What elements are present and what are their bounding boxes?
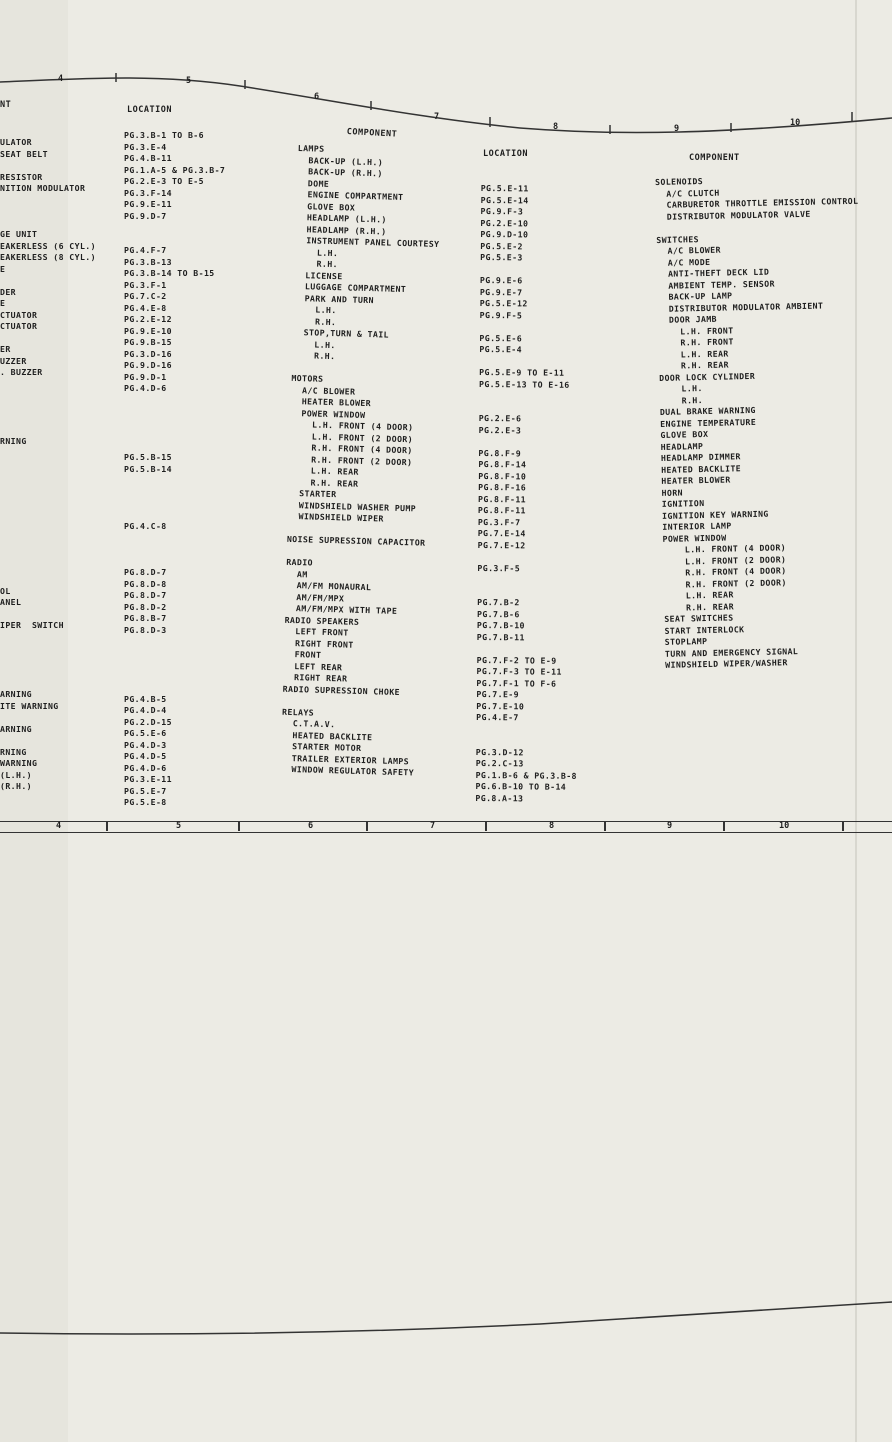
- col4-header: LOCATION: [483, 149, 528, 159]
- col5-item: SEAT SWITCHES: [664, 612, 734, 624]
- col1-item: DER: [0, 286, 16, 297]
- col3-item: HEADLAMP (R.H.): [306, 223, 387, 237]
- col5-item: R.H. FRONT (4 DOOR): [685, 565, 787, 578]
- bottom-ruler-tick: [842, 822, 844, 831]
- col5-item: R.H. FRONT: [680, 336, 734, 348]
- col4-item: PG.7.E-10: [476, 700, 525, 711]
- col5-item: L.H. REAR: [685, 589, 734, 601]
- col5-item: SOLENOIDS: [655, 175, 704, 187]
- col2-item: PG.8.D-7: [124, 567, 167, 577]
- col3-item: LAMPS: [297, 143, 325, 154]
- col4-item: PG.2.C-13: [475, 757, 524, 769]
- col1-item: [0, 494, 96, 506]
- col1-item: [0, 195, 96, 207]
- col1-item: [0, 471, 96, 483]
- col5-item: DISTRIBUTOR MODULATOR VALVE: [666, 208, 811, 222]
- col2-item: [124, 648, 225, 660]
- col4-item: PG.7.F-2 TO E-9: [476, 654, 557, 666]
- col2-item: [124, 406, 225, 418]
- col4-item: [481, 160, 582, 172]
- bottom-ruler-number: 9: [667, 821, 673, 831]
- bottom-ruler-tick: [106, 822, 108, 831]
- col3-item: TRAILER EXTERIOR LAMPS: [291, 752, 410, 766]
- col2-item: PG.5.B-15: [124, 452, 172, 462]
- col5-item: CARBURETOR THROTTLE EMISSION CONTROL: [666, 195, 859, 210]
- col3-item: L.H. FRONT (4 DOOR): [312, 419, 414, 433]
- col1-item: RNING: [0, 746, 27, 757]
- col3-item: R.H.: [316, 258, 339, 270]
- col5-item: HORN: [661, 486, 684, 498]
- col2-item: PG.7.C-2: [124, 291, 167, 301]
- bottom-ruler-tick: [723, 822, 725, 831]
- col4-item: PG.3.F-5: [477, 562, 521, 573]
- col4-item: PG.8.A-13: [475, 792, 524, 803]
- col1-item: [0, 563, 96, 575]
- col1-item: ER: [0, 344, 11, 354]
- col2-item: PG.5.B-14: [124, 463, 172, 474]
- col4-item: [476, 723, 577, 735]
- col1-item: (L.H.): [0, 769, 32, 780]
- col3-header: COMPONENT: [346, 127, 398, 140]
- col4-item: PG.1.B-6 & PG.3.B-8: [475, 769, 577, 781]
- col4-item: PG.8.F-11: [477, 504, 526, 516]
- col2-item: [124, 636, 225, 648]
- bottom-ruler-tick: [604, 822, 606, 831]
- col2-item: PG.9.B-15: [124, 337, 172, 347]
- col1-item: [0, 160, 96, 172]
- col5-item: WINDSHIELD WIPER/WASHER: [665, 657, 788, 670]
- col3-item: RADIO: [286, 556, 314, 568]
- col5-item: BACK-UP LAMP: [668, 290, 733, 302]
- col3-item: MOTORS: [291, 372, 324, 384]
- col3-item: AM/FM/MPX: [296, 591, 345, 603]
- col1-header: NT: [0, 100, 12, 110]
- col1-item: [0, 482, 96, 494]
- col4-item: PG.8.F-16: [478, 481, 527, 493]
- col1-item: CTUATOR: [0, 321, 38, 331]
- col1-item: [0, 574, 96, 586]
- col3-item: AM/FM MONAURAL: [296, 580, 372, 593]
- col2-item: PG.9.D-7: [124, 210, 167, 221]
- col4-item: PG.7.B-2: [477, 596, 520, 608]
- col5-item: STOPLAMP: [664, 636, 708, 647]
- bottom-ruler-number: 5: [176, 821, 182, 831]
- col5-item: TURN AND EMERGENCY SIGNAL: [664, 645, 799, 659]
- col1-item: ANEL: [0, 597, 22, 607]
- col4-item: [480, 263, 581, 275]
- col3-item: DOME: [307, 177, 330, 189]
- col1-item: [0, 413, 96, 425]
- col5-item: L.H.: [681, 383, 703, 394]
- col2-item: [124, 429, 225, 441]
- top-ruler-number: 8: [553, 122, 559, 132]
- col3-item: NOISE SUPRESSION CAPACITOR: [286, 533, 426, 548]
- col3-item: FRONT: [294, 649, 322, 660]
- col4-item: PG.5.E-3: [480, 251, 523, 263]
- col3-item: STARTER MOTOR: [292, 741, 362, 754]
- col1-item: ITE WARNING: [0, 700, 59, 711]
- col1-item: [0, 643, 96, 655]
- col3-item: L.H. REAR: [310, 465, 359, 477]
- col1-item: GE UNIT: [0, 229, 38, 239]
- col2-item: PG.2.E-3 TO E-5: [124, 176, 204, 186]
- col3-item: POWER WINDOW: [301, 407, 366, 420]
- col2-item: [124, 395, 225, 407]
- bottom-ruler-number: 8: [549, 821, 555, 831]
- col3-item: L.H. FRONT (2 DOOR): [311, 431, 414, 444]
- col2-item: PG.4.B-11: [124, 153, 172, 163]
- col1-item: [0, 735, 96, 747]
- col5-item: L.H. FRONT (2 DOOR): [684, 553, 787, 566]
- col5-item: A/C CLUTCH: [666, 187, 720, 199]
- col4-item: [478, 436, 579, 448]
- col2-item: [124, 418, 225, 430]
- col4-item: PG.5.E-4: [479, 343, 523, 355]
- col3-item: HEADLAMP (L.H.): [306, 212, 387, 225]
- col4-item: PG.2.E-6: [478, 412, 522, 424]
- col4-item: PG.7.B-10: [476, 619, 525, 631]
- col1-item: [0, 459, 96, 471]
- col4-item: PG.9.E-7: [479, 286, 523, 297]
- col1-item: SEAT BELT: [0, 148, 48, 159]
- col2-item: PG.3.F-14: [124, 187, 172, 198]
- col1-item: ULATOR: [0, 137, 32, 147]
- col4-item: [477, 643, 578, 655]
- col5-item: IGNITION KEY WARNING: [661, 508, 769, 521]
- col4-item: PG.2.E-10: [480, 217, 529, 228]
- col4-item: PG.6.B-10 TO B-14: [475, 780, 567, 792]
- col2-item: PG.4.D-5: [124, 751, 167, 761]
- col2-item: [124, 234, 225, 246]
- col5-item: AMBIENT TEMP. SENSOR: [668, 278, 775, 291]
- col3-item: BACK-UP (L.H.): [308, 154, 384, 167]
- top-ruler-number: 6: [314, 92, 320, 102]
- col3-item: BACK-UP (R.H.): [308, 166, 383, 179]
- col4-item: PG.7.E-12: [477, 539, 526, 550]
- bottom-ruler-number: 10: [779, 821, 790, 831]
- col2-item: PG.2.E-12: [124, 314, 172, 324]
- col1-item: [0, 632, 96, 644]
- col1-item: OL: [0, 585, 11, 596]
- col4-item: [477, 585, 578, 597]
- col2-item: [124, 475, 225, 487]
- bottom-ruler-tick: [238, 822, 240, 831]
- col4-item: [477, 551, 578, 563]
- col1-item: [0, 712, 96, 724]
- col2-item: PG.9.E-11: [124, 199, 172, 209]
- col5-item: DOOR JAMB: [668, 313, 718, 325]
- col4-item: [479, 321, 580, 333]
- col5-item: HEADLAMP DIMMER: [660, 451, 741, 463]
- col2-item: PG.3.D-16: [124, 348, 172, 359]
- col3-item: LUGGAGE COMPARTMENT: [304, 281, 407, 295]
- col3-item: LEFT REAR: [294, 660, 343, 672]
- col4-item: PG.5.E-13 TO E-16: [479, 378, 570, 390]
- col4-list: [475, 160, 582, 805]
- col1-item: . BUZZER: [0, 367, 43, 377]
- col2-item: PG.5.E-7: [124, 785, 167, 796]
- col2-item: PG.4.D-6: [124, 762, 167, 773]
- col2-item: PG.4.E-8: [124, 302, 167, 313]
- top-ruler-number: 4: [58, 74, 64, 84]
- col3-item: L.H.: [314, 339, 336, 350]
- col4-item: PG.9.D-10: [480, 228, 529, 240]
- col2-item: PG.4.D-6: [124, 383, 167, 393]
- col1-item: E: [0, 263, 6, 274]
- col2-item: [124, 544, 225, 556]
- col2-item: PG.3.E-11: [124, 774, 172, 784]
- col4-item: [479, 401, 580, 413]
- col3-item: A/C BLOWER: [301, 384, 356, 397]
- col3-item: R.H. FRONT (2 DOOR): [311, 453, 413, 467]
- bottom-ruler-number: 4: [56, 821, 62, 831]
- col5-item: R.H. REAR: [680, 359, 730, 371]
- col5-item: ANTI-THEFT DECK LID: [667, 266, 770, 279]
- col3-item: RIGHT FRONT: [294, 637, 354, 650]
- col5-item: ENGINE TEMPERATURE: [660, 416, 757, 429]
- col3-item: R.H. REAR: [310, 476, 359, 489]
- col3-item: AM/FM/MPX WITH TAPE: [295, 603, 398, 616]
- col3-item: HEATED BACKLITE: [292, 729, 373, 742]
- col4-item: [476, 735, 577, 747]
- col2-item: [124, 498, 225, 510]
- col2-item: [124, 487, 225, 499]
- col3-item: LICENSE: [305, 269, 343, 281]
- col1-item: RNING: [0, 436, 27, 446]
- col2-item: [124, 682, 225, 694]
- col3-item: R.H.: [314, 316, 337, 327]
- col4-item: PG.5.E-11: [480, 182, 529, 194]
- col2-item: PG.8.D-3: [124, 624, 167, 635]
- col5-item: L.H. REAR: [680, 347, 729, 359]
- col2-item: PG.9.D-1: [124, 371, 167, 382]
- col2-item: [124, 556, 225, 568]
- col2-item: PG.3.B-13: [124, 256, 172, 267]
- col2-item: PG.1.A-5 & PG.3.B-7: [124, 164, 226, 175]
- col3-item: GLOVE BOX: [307, 200, 356, 213]
- top-ruler-number: 7: [434, 112, 440, 122]
- col4-item: PG.2.E-3: [478, 424, 522, 435]
- col2-item: [124, 659, 225, 671]
- col2-item: PG.8.D-7: [124, 590, 167, 600]
- col1-item: RESISTOR: [0, 171, 43, 182]
- col2-item: PG.4.B-5: [124, 693, 167, 704]
- col2-item: [124, 441, 225, 453]
- col2-list: [124, 130, 225, 809]
- col3-item: HEATER BLOWER: [301, 396, 372, 409]
- col1-item: [0, 528, 96, 540]
- col3-item: AM: [296, 568, 308, 579]
- col1-item: NITION MODULATOR: [0, 183, 86, 193]
- bottom-ruler: [0, 821, 892, 833]
- col5-item: A/C BLOWER: [667, 244, 721, 256]
- col1-item: UZZER: [0, 355, 27, 366]
- col3-item: PARK AND TURN: [304, 292, 375, 305]
- col5-list: [655, 173, 868, 672]
- col4-item: PG.7.F-1 TO F-6: [476, 677, 557, 689]
- col2-item: PG.5.E-8: [124, 797, 167, 807]
- col5-item: DOOR LOCK CYLINDER: [659, 370, 756, 383]
- col2-item: PG.8.D-2: [124, 601, 167, 612]
- col3-item: ENGINE COMPARTMENT: [307, 189, 404, 202]
- col1-item: (R.H.): [0, 781, 32, 791]
- col1-item: [0, 379, 96, 391]
- col3-item: RADIO SPEAKERS: [284, 614, 360, 627]
- col3-item: R.H.: [313, 350, 336, 362]
- col3-item: WINDOW REGULATOR SAFETY: [291, 764, 415, 778]
- col4-item: PG.5.E-2: [480, 240, 523, 251]
- top-ruler-number: 9: [674, 124, 680, 134]
- top-ruler-number: 5: [186, 76, 192, 86]
- col2-item: PG.8.B-7: [124, 613, 167, 623]
- col5-item: IGNITION: [661, 498, 705, 509]
- col5-item: POWER WINDOW: [662, 532, 727, 544]
- col5-item: START INTERLOCK: [664, 623, 745, 636]
- col2-item: PG.3.B-14 TO B-15: [124, 268, 215, 278]
- col1-item: ARNING: [0, 689, 32, 699]
- col3-item: LEFT FRONT: [295, 626, 349, 638]
- col4-item: [479, 390, 580, 402]
- col4-item: PG.3.D-12: [475, 746, 524, 757]
- col1-item: [0, 402, 96, 414]
- col4-item: PG.3.F-7: [477, 516, 521, 527]
- col4-item: PG.8.F-10: [478, 470, 527, 481]
- col1-item: [0, 218, 96, 230]
- col3-item: STARTER: [299, 488, 337, 500]
- bottom-ruler-tick: [366, 822, 368, 831]
- col4-item: PG.7.E-9: [476, 688, 520, 700]
- col5-item: INTERIOR LAMP: [662, 520, 732, 532]
- col5-item: HEATER BLOWER: [661, 474, 731, 486]
- col1-item: [0, 655, 96, 667]
- col1-item: [0, 540, 96, 552]
- col4-item: PG.8.F-14: [478, 458, 527, 470]
- col5-item: R.H. REAR: [685, 600, 735, 612]
- col3-item: RADIO SUPRESSION CHOKE: [282, 683, 401, 697]
- col4-item: [479, 355, 580, 367]
- col4-item: PG.8.F-11: [478, 493, 527, 504]
- col2-item: PG.2.D-15: [124, 716, 172, 727]
- col3-item: R.H. FRONT (4 DOOR): [311, 442, 413, 456]
- col1-item: WARNING: [0, 758, 38, 768]
- col1-item: [0, 206, 96, 218]
- col2-item: PG.5.E-6: [124, 728, 167, 738]
- col5-item: L.H. FRONT (4 DOOR): [684, 542, 787, 555]
- col4-item: [481, 171, 582, 183]
- col5-item: DISTRIBUTOR MODULATOR AMBIENT: [668, 300, 824, 314]
- col5-item: HEATED BACKLITE: [661, 462, 742, 475]
- col2-item: PG.3.E-4: [124, 141, 167, 152]
- col3-item: RELAYS: [281, 706, 315, 718]
- col1-item: E: [0, 298, 6, 308]
- col1-item: EAKERLESS (8 CYL.): [0, 252, 96, 262]
- col2-item: PG.9.E-10: [124, 325, 172, 336]
- col1-item: [0, 666, 96, 678]
- col1-item: [0, 551, 96, 563]
- col5-item: R.H. FRONT (2 DOOR): [685, 576, 787, 589]
- col2-item: [124, 222, 225, 234]
- col5-item: L.H. FRONT: [680, 324, 734, 337]
- col5-item: GLOVE BOX: [660, 428, 709, 440]
- col3-list: [280, 143, 442, 779]
- bottom-curve: [0, 1302, 892, 1334]
- col5-item: DUAL BRAKE WARNING: [659, 404, 756, 417]
- col4-item: PG.9.F-3: [480, 205, 524, 217]
- col1-list: [0, 137, 96, 793]
- top-ruler-number: 10: [790, 118, 801, 128]
- col5-header: COMPONENT: [689, 153, 740, 163]
- col1-item: IPER SWITCH: [0, 620, 64, 630]
- col1-item: ARNING: [0, 723, 32, 734]
- col1-item: [0, 275, 96, 287]
- col3-item: STOP,TURN & TAIL: [303, 327, 390, 340]
- col3-item: L.H.: [315, 304, 337, 316]
- col5-item: R.H.: [681, 394, 704, 405]
- col4-item: PG.7.B-6: [476, 608, 520, 619]
- col1-item: [0, 425, 96, 437]
- col3-item: L.H.: [316, 247, 339, 258]
- col1-item: CTUATOR: [0, 309, 38, 320]
- col2-header: LOCATION: [127, 105, 172, 115]
- col4-item: PG.8.F-9: [478, 447, 522, 458]
- col1-item: [0, 333, 96, 345]
- col1-item: [0, 505, 96, 517]
- col4-item: PG.7.E-14: [477, 527, 526, 539]
- bottom-ruler-number: 6: [308, 821, 314, 831]
- col1-item: [0, 609, 96, 621]
- col5-item: SWITCHES: [656, 233, 700, 245]
- col1-item: [0, 448, 96, 460]
- col2-item: PG.4.C-8: [124, 521, 167, 531]
- col2-item: PG.4.D-3: [124, 739, 167, 750]
- col2-item: PG.9.D-16: [124, 360, 172, 370]
- bottom-ruler-number: 7: [430, 821, 436, 831]
- col3-item: WINDSHIELD WIPER: [298, 511, 384, 524]
- col3-item: WINDSHIELD WASHER PUMP: [298, 499, 417, 513]
- col2-item: [124, 671, 225, 683]
- col3-item: INSTRUMENT PANEL COURTESY: [306, 235, 440, 249]
- col2-item: PG.3.F-1: [124, 279, 167, 290]
- col2-item: [124, 533, 225, 545]
- col2-item: PG.8.D-8: [124, 578, 167, 589]
- col3-item: C.T.A.V.: [292, 718, 336, 730]
- col3-item: RIGHT REAR: [293, 672, 348, 684]
- col2-item: [124, 510, 225, 522]
- col2-item: PG.4.D-4: [124, 705, 167, 715]
- col4-item: PG.5.E-14: [480, 194, 529, 205]
- col4-item: PG.5.E-12: [479, 297, 528, 309]
- col5-item: HEADLAMP: [660, 440, 704, 452]
- col4-item: PG.5.E-9 TO E-11: [479, 366, 565, 378]
- col1-item: [0, 678, 96, 690]
- col4-item: PG.7.F-3 TO E-11: [476, 665, 562, 677]
- col2-item: PG.4.F-7: [124, 245, 167, 255]
- col1-item: [0, 517, 96, 529]
- col4-item: [477, 574, 578, 586]
- col2-item: PG.3.B-1 TO B-6: [124, 130, 204, 140]
- col4-item: PG.4.E-7: [476, 711, 519, 723]
- col1-item: [0, 390, 96, 402]
- col4-item: PG.9.F-5: [479, 309, 523, 320]
- col1-item: EAKERLESS (6 CYL.): [0, 240, 96, 251]
- col4-item: PG.7.B-11: [476, 631, 525, 642]
- col4-item: PG.9.E-6: [479, 274, 523, 286]
- col4-item: PG.5.E-6: [479, 332, 523, 343]
- bottom-ruler-tick: [485, 822, 487, 831]
- col5-item: A/C MODE: [667, 256, 711, 268]
